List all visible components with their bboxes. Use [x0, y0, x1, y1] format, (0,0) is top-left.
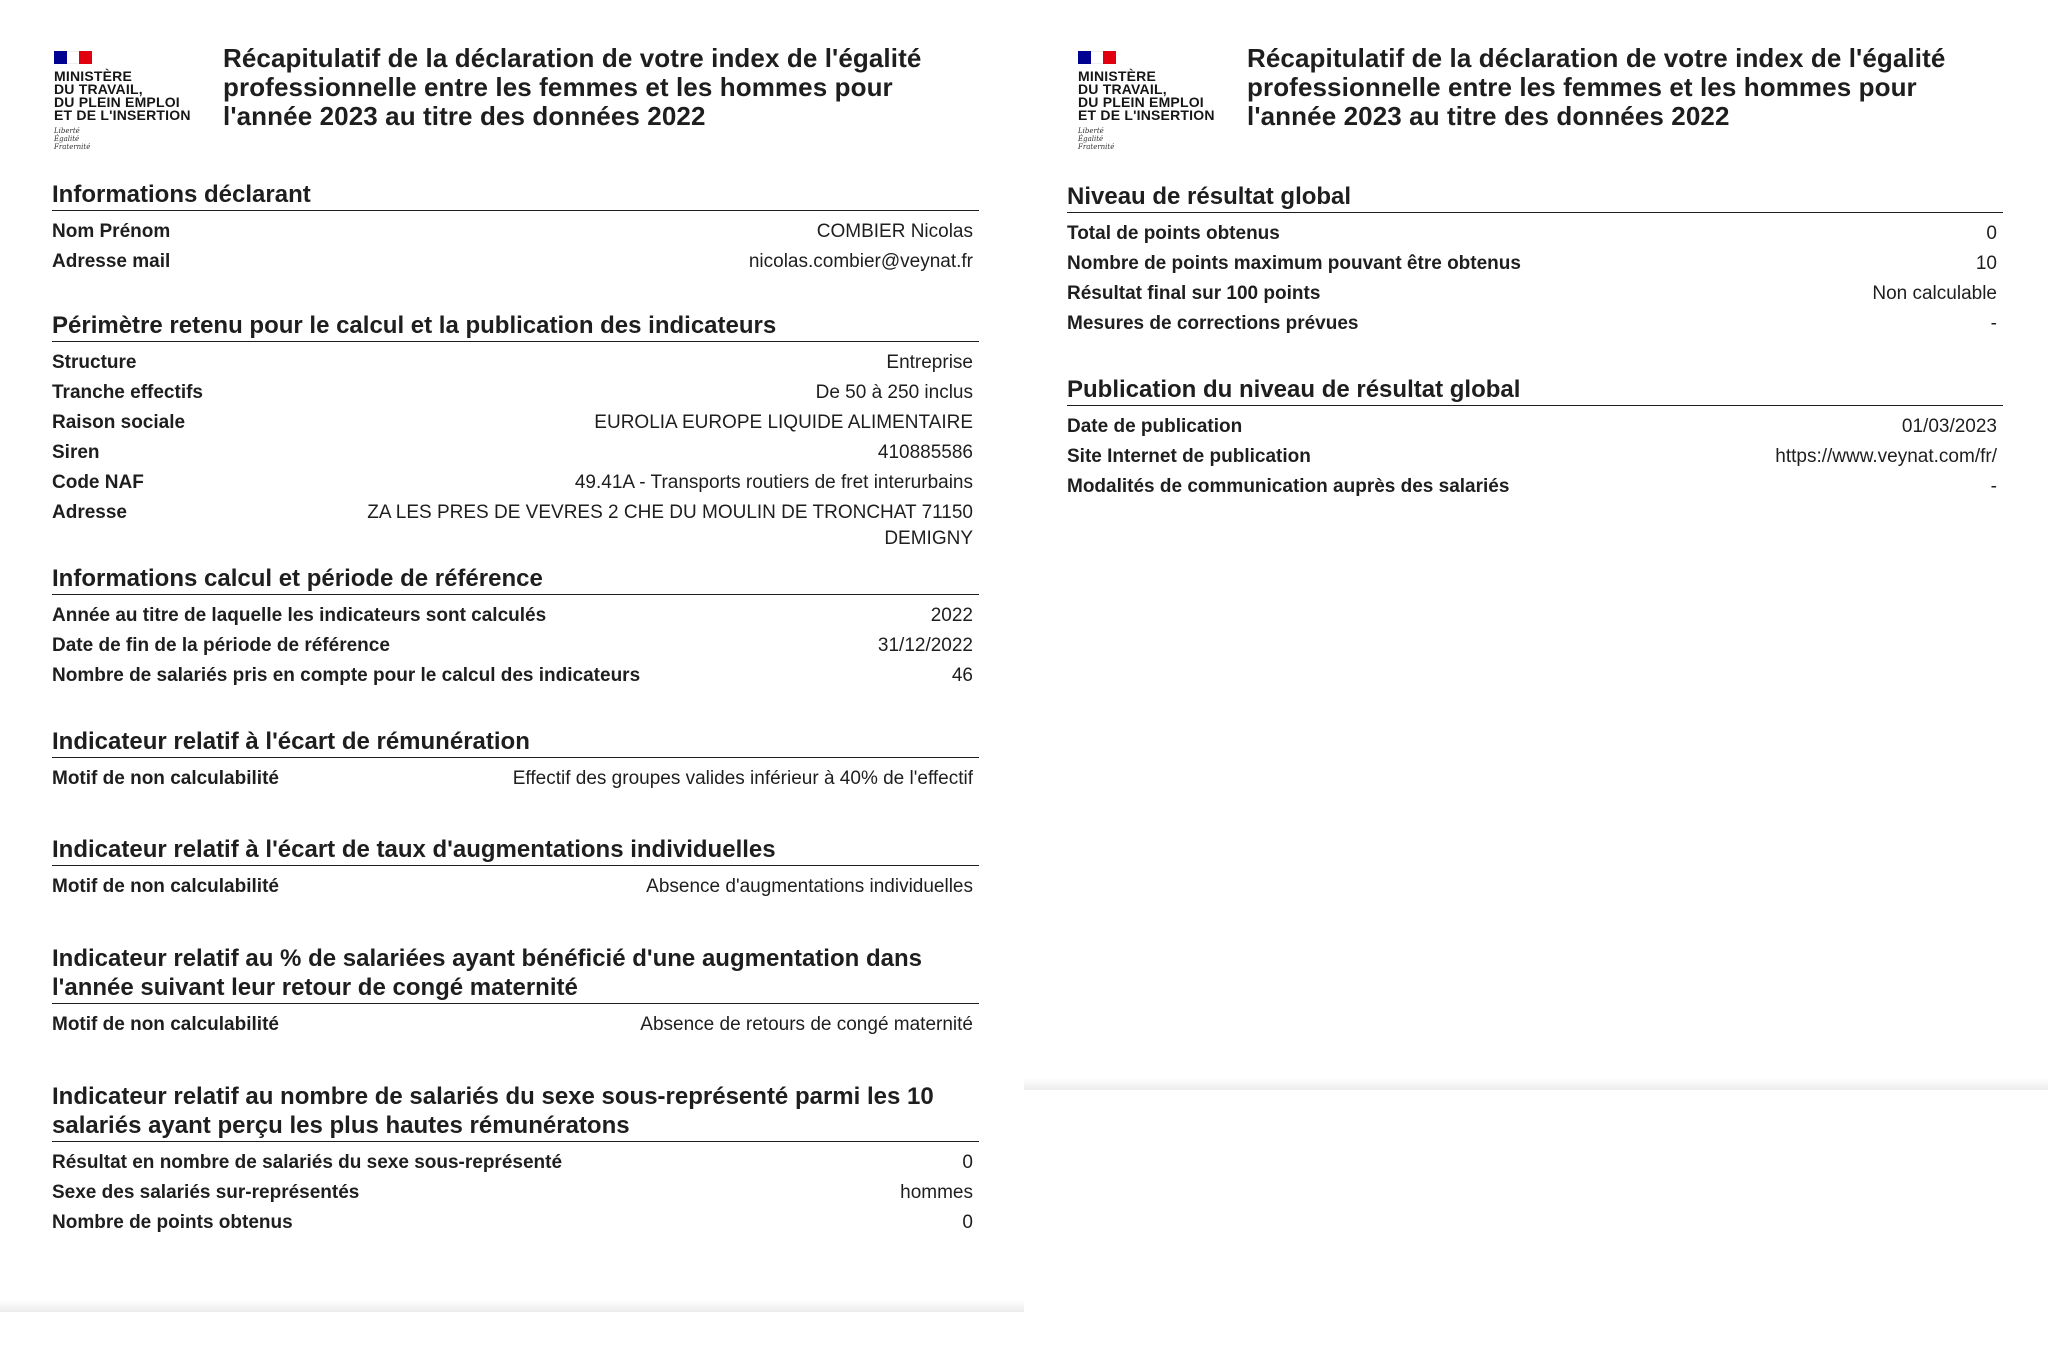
row-value: 10 [1975, 253, 1997, 274]
row-label: Adresse [52, 502, 127, 523]
row-value: 49.41A - Transports routiers de fret interurbains [574, 472, 973, 493]
row-value: 0 [962, 1152, 973, 1173]
row-value: Absence d'augmentations individuelles [646, 876, 973, 897]
ministry-logo [1078, 51, 1228, 151]
row-value: Effectif des groupes valides inférieur à 40% de l'effectif [512, 768, 973, 789]
row-label: Nombre de salariés pris en compte pour le calcul des indicateurs [52, 665, 641, 686]
ministry-name: MINISTÈRE DU TRAVAIL, DU PLEIN EMPLOI ET DE L'INSERTION [1078, 68, 1215, 123]
row-label: Résultat final sur 100 points [1067, 283, 1321, 304]
page-header [52, 44, 979, 174]
row-label: Date de publication [1067, 416, 1243, 437]
section-title: Périmètre retenu pour le calcul et la publication des indicateurs [52, 311, 979, 342]
row-siren [52, 438, 979, 468]
row-adresse [52, 498, 979, 552]
row-resultat-nombre [52, 1148, 979, 1178]
document-page-1 [0, 0, 1024, 1312]
row-motif-non-calculabilite [52, 1010, 979, 1040]
row-label: Siren [52, 442, 100, 463]
row-label: Adresse mail [52, 251, 171, 272]
declaration-content [52, 180, 979, 1238]
document-title: Récapitulatif de la déclaration de votre index de l'égalité professionnelle entre les femmes et les hommes pour l'année 2023 au titre des données 2022 [223, 43, 922, 131]
row-label: Motif de non calculabilité [52, 768, 279, 789]
row-points-obtenus [52, 1208, 979, 1238]
row-label: Structure [52, 352, 137, 373]
french-flag-icon [54, 51, 92, 64]
row-value: 0 [962, 1212, 973, 1233]
row-label: Nombre de points maximum pouvant être obtenus [1067, 253, 1521, 274]
row-structure [52, 348, 979, 378]
row-label: Tranche effectifs [52, 382, 203, 403]
row-label: Code NAF [52, 472, 144, 493]
row-value: 2022 [930, 605, 973, 626]
row-mesures-corrections [1067, 309, 2003, 339]
row-label: Raison sociale [52, 412, 186, 433]
republic-motto: Liberté Égalité Fraternité [1078, 127, 1115, 151]
section-perimetre [52, 311, 979, 552]
row-label: Motif de non calculabilité [52, 876, 279, 897]
row-value: hommes [900, 1182, 973, 1203]
row-nom-prenom [52, 217, 979, 247]
row-adresse-mail [52, 247, 979, 277]
row-value: 31/12/2022 [877, 635, 973, 656]
results-content [1067, 182, 2003, 502]
row-label: Motif de non calculabilité [52, 1014, 279, 1035]
row-value: EUROLIA EUROPE LIQUIDE ALIMENTAIRE [594, 412, 973, 433]
row-value: - [1990, 476, 1997, 497]
section-niveau-resultat-global [1067, 182, 2003, 339]
section-ecart-augmentations [52, 835, 979, 902]
republic-motto: Liberté Égalité Fraternité [54, 127, 91, 151]
page-bottom-edge [1024, 1078, 2048, 1090]
row-label: Modalités de communication auprès des salariés [1067, 476, 1510, 497]
row-date-fin [52, 631, 979, 661]
row-sexe-sur-representes [52, 1178, 979, 1208]
row-nombre-salaries [52, 661, 979, 691]
section-title: Informations calcul et période de référence [52, 564, 979, 595]
row-label: Nombre de points obtenus [52, 1212, 293, 1233]
section-informations-declarant [52, 180, 979, 277]
row-value: Absence de retours de congé maternité [640, 1014, 973, 1035]
row-label: Année au titre de laquelle les indicateurs sont calculés [52, 605, 547, 626]
section-publication [1067, 375, 2003, 502]
row-value: https://www.veynat.com/fr/ [1775, 446, 1997, 467]
row-value: De 50 à 250 inclus [815, 382, 973, 403]
section-title: Niveau de résultat global [1067, 182, 2003, 213]
section-title: Indicateur relatif au nombre de salariés du sexe sous-représenté parmi les 10 salariés ayant perçu les plus hautes rémunératons [52, 1082, 979, 1142]
section-conge-maternite [52, 944, 979, 1040]
row-total-points [1067, 219, 2003, 249]
french-flag-icon [1078, 51, 1116, 64]
row-resultat-final [1067, 279, 2003, 309]
row-label: Site Internet de publication [1067, 446, 1311, 467]
section-hautes-remunerations [52, 1082, 979, 1238]
document-page-2 [1024, 0, 2048, 1090]
row-label: Résultat en nombre de salariés du sexe sous-représenté [52, 1152, 563, 1173]
row-value: nicolas.combier@veynat.fr [748, 251, 973, 272]
row-modalites-communication [1067, 472, 2003, 502]
row-value: Non calculable [1872, 283, 1997, 304]
row-value: 410885586 [877, 442, 973, 463]
row-label: Mesures de corrections prévues [1067, 313, 1359, 334]
page-bottom-edge [0, 1300, 1024, 1312]
row-date-publication [1067, 412, 2003, 442]
row-value: 01/03/2023 [1901, 416, 1997, 437]
page-header [1076, 44, 2003, 174]
row-label: Sexe des salariés sur-représentés [52, 1182, 360, 1203]
row-raison-sociale [52, 408, 979, 438]
row-value: Entreprise [886, 352, 973, 373]
row-value: ZA LES PRES DE VEVRES 2 CHE DU MOULIN DE TRONCHAT 71150 DEMIGNY [367, 502, 973, 549]
row-value: 46 [951, 665, 973, 686]
section-title: Informations déclarant [52, 180, 979, 211]
row-motif-non-calculabilite [52, 764, 979, 794]
section-title: Publication du niveau de résultat global [1067, 375, 2003, 406]
row-annee [52, 601, 979, 631]
row-motif-non-calculabilite [52, 872, 979, 902]
row-code-naf [52, 468, 979, 498]
section-title: Indicateur relatif à l'écart de rémunération [52, 727, 979, 758]
document-title: Récapitulatif de la déclaration de votre index de l'égalité professionnelle entre les femmes et les hommes pour l'année 2023 au titre des données 2022 [1247, 43, 1946, 131]
section-informations-calcul [52, 564, 979, 691]
row-site-internet [1067, 442, 2003, 472]
section-title: Indicateur relatif au % de salariées ayant bénéficié d'une augmentation dans l'année suivant leur retour de congé maternité [52, 944, 979, 1004]
row-tranche-effectifs [52, 378, 979, 408]
section-title: Indicateur relatif à l'écart de taux d'augmentations individuelles [52, 835, 979, 866]
row-label: Date de fin de la période de référence [52, 635, 390, 656]
section-ecart-remuneration [52, 727, 979, 794]
row-value: - [1990, 313, 1997, 334]
row-label: Total de points obtenus [1067, 223, 1280, 244]
ministry-name: MINISTÈRE DU TRAVAIL, DU PLEIN EMPLOI ET DE L'INSERTION [54, 68, 191, 123]
row-value: 0 [1986, 223, 1997, 244]
row-value: COMBIER Nicolas [816, 221, 973, 242]
ministry-logo [54, 51, 204, 151]
row-label: Nom Prénom [52, 221, 171, 242]
row-points-maximum [1067, 249, 2003, 279]
